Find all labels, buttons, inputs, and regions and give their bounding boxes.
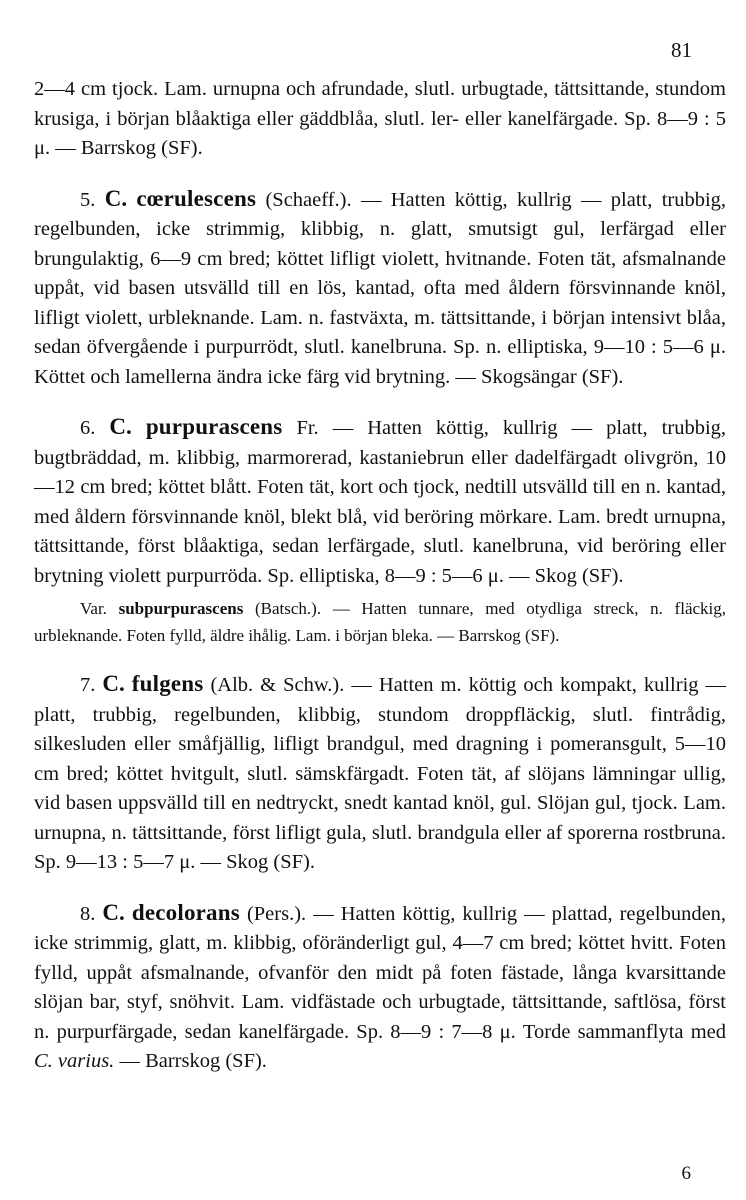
genus-abbrev: C. xyxy=(109,414,132,439)
species-entry-7 xyxy=(34,669,726,878)
species-entry-6 xyxy=(34,412,726,591)
species-author: (Pers.). xyxy=(246,902,307,925)
genus-abbrev: C. xyxy=(102,671,125,696)
cross-reference: C. varius. xyxy=(34,1050,115,1072)
species-entry-5 xyxy=(34,184,726,393)
species-description: — Hatten m. köttig och kompakt, kullrig — platt, trubbig, regelbunden, klibbig, stundom droppfläckig, slutl. fintrådig, silkesluden eller småfjällig, lifligt brandgul, med dragning i pomeransgult, 5—10 cm bred; köttet hvitgult, slutl. sämskfärgadt. Foten tät, af slöjans lämningar ullig, vid basen uppsvälld till en nedtryckt, snedt kantad knöl, gul. Slöjan gul, tjock. Lam. urnupna, n. tättsittande, först lifligt gula, slutl. brandgula eller af sporerna rostbruna. Sp. 9—13 : 5—7 μ. — Skog (SF). xyxy=(34,674,727,873)
variety-entry xyxy=(34,595,726,649)
page-body xyxy=(34,75,726,1077)
variety-author: (Batsch.). xyxy=(254,599,322,618)
species-author: (Alb. & Schw.). xyxy=(210,674,345,696)
entry-number: 8. xyxy=(80,902,96,925)
entry-number: 7. xyxy=(80,674,96,696)
variety-description: — Hatten tunnare, med otydliga streck, n. fläckig, urbleknande. Foten fylld, äldre ihålig. Lam. i början bleka. — Barrskog (SF). xyxy=(34,599,727,645)
species-name: decolorans xyxy=(131,899,240,925)
habitat: — Barrskog (SF). xyxy=(119,1050,267,1072)
species-name: purpurascens xyxy=(145,414,283,439)
continuation-paragraph: 2—4 cm tjock. Lam. urnupna och afrundade, slutl. urbugtade, tättsittande, stundom krusiga, i början blåaktiga eller gäddblåa, slutl. ler- eller kanelfärgade. Sp. 8—9 : 5 μ. — Barrskog (SF). xyxy=(34,78,726,159)
variety-name: subpurpurascens xyxy=(118,599,244,618)
entry-number: 6. xyxy=(80,417,96,439)
variety-label: Var. xyxy=(80,599,107,618)
species-description: — Hatten köttig, kullrig — platt, trubbig, bugtbräddad, m. klibbig, marmorerad, kastaniebrun eller dadelfärgadt olivgrön, 10—12 cm bred; köttet blått. Foten tät, kort och tjock, nedtill utsvälld till en n. kantad, med åldern försvinnande knöl, blekt blå, vid beröring mörkare. Lam. bredt urnupna, tättsittande, först blåaktiga, sedan lerfärgade, slutl. kanelbruna, vid beröring eller brytning violett purpurröda. Sp. elliptiska, 8—9 : 5—6 μ. — Skog (SF). xyxy=(34,417,727,587)
species-name: fulgens xyxy=(131,671,204,696)
species-name: cœrulescens xyxy=(136,185,257,211)
species-description: — Hatten köttig, kullrig — platt, trubbig, regelbunden, icke strimmig, klibbig, n. glatt, smutsigt gul, lerfärgad eller brungulaktig, 6—9 cm bred; köttet lifligt violett, hvitnande. Foten tät, afsmalnande uppåt, vid basen utsvälld till en lös, kantad, ofta med åldern försvinnande knöl, lifligt violett, urbleknande. Lam. n. fastväxta, m. tättsittande, i början intensivt blåa, sedan öfvergående i purpurrödt, slutl. kanelbruna. Sp. n. elliptiska, 9—10 : 5—6 μ. Köttet och lamellerna ändra icke färg vid brytning. — Skogsängar (SF). xyxy=(34,188,727,388)
species-author: (Schaeff.). xyxy=(265,188,352,211)
species-entry-8 xyxy=(34,898,726,1077)
genus-abbrev: C. xyxy=(104,185,128,211)
page-number: 81 xyxy=(671,38,692,62)
signature-mark: 6 xyxy=(681,1163,691,1184)
genus-abbrev: C. xyxy=(102,899,125,925)
entry-number: 5. xyxy=(80,188,96,211)
species-author: Fr. xyxy=(296,417,319,439)
species-description: — Hatten köttig, kullrig — plattad, regelbunden, icke strimmig, glatt, m. klibbig, oföränderligt gul, 4—7 cm bred; köttet hvitt. Foten fylld, uppåt afsmalnande, ofvanför den midt på foten fästade, långa kvarsittande slöjan bar, styf, snöhvit. Lam. vidfästade och urbugtade, tättsittande, saftlösa, först n. purpurfärgade, sedan kanelfärgade. Sp. 8—9 : 7—8 μ. Torde sammanflyta med xyxy=(34,902,727,1043)
